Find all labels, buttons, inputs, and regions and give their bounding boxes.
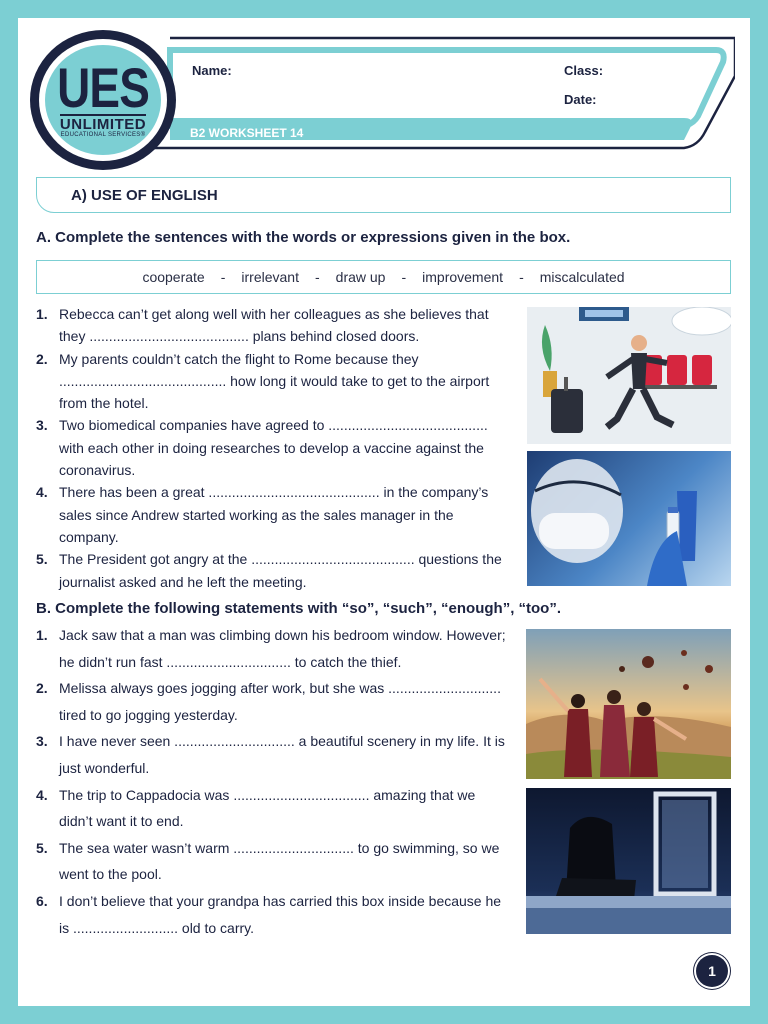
word-separator: - [314,269,320,285]
question-number: 6. [36,892,48,909]
question-text: My parents couldn’t catch the flight to Rome because they ........................................... how long it would take to get to the airport from the hotel. [59,350,490,412]
class-label: Class: [564,63,604,78]
date-label: Date: [564,92,597,107]
question-number: 1. [36,306,48,322]
photo-thief-window [526,788,731,934]
question-number: 3. [36,417,48,434]
question-number: 1. [36,627,48,643]
word-separator: - [220,269,226,285]
part-a-instruction: A. Complete the sentences with the words or expressions given in the box. [36,229,571,246]
question-text: I have never seen ............................... a beautiful scenery in my life. It is just wonderful. [59,733,505,776]
question-text: I don’t believe that your grandpa has carried this box inside because he is ........................... old to carry. [59,892,502,936]
question-item [36,481,512,548]
worksheet-title: B2 WORKSHEET 14 [190,126,304,140]
logo-subtitle: UNLIMITED [59,116,147,133]
word-option: irrelevant [241,269,299,285]
ues-logo [30,30,176,170]
word-option: draw up [335,269,386,285]
word-box [36,260,731,294]
question-text: Two biomedical companies have agreed to ......................................... with each other in doing researches to develop a vaccine against the coronavirus. [59,417,488,479]
question-number: 4. [36,484,48,501]
photo-cappadocia [526,629,731,779]
question-number: 5. [36,551,48,568]
question-number: 3. [36,733,48,750]
question-item [36,414,512,481]
question-text: The President got angry at the .......................................... questions the journalist asked and he left the meeting. [59,551,502,590]
word-option: improvement [422,269,504,285]
question-text: The sea water wasn’t warm ............................... to go swimming, so we went to the pool. [59,839,500,883]
question-number: 2. [36,350,48,367]
logo-text: UES [57,56,149,119]
question-text: Rebecca can’t get along well with her colleagues as she believes that they ......................................... plans behind closed doors. [59,306,489,345]
question-item [36,548,512,593]
question-text: There has been a great ............................................ in the company’s sales since Andrew started working as the sales manager in the company. [59,484,489,545]
question-item [36,728,512,781]
page-number: 1 [696,955,728,987]
question-item [36,348,512,415]
part-b-instruction: B. Complete the following statements with “so”, “such”, “enough”, “too”. [36,600,562,617]
name-label: Name: [192,63,232,78]
part-b-questions [36,622,512,941]
illustration-vaccine [527,451,731,586]
question-number: 4. [36,786,48,803]
question-text: Jack saw that a man was climbing down his bedroom window. However; he didn’t run fast ................................ to catch the thief. [59,627,506,670]
word-separator: - [519,269,524,285]
question-item [36,835,512,888]
word-option: miscalculated [539,269,625,285]
logo-tagline: EDUCATIONAL SERVICES® [60,132,146,138]
word-separator: - [401,269,407,285]
part-a-questions [36,303,512,593]
section-title: A) USE OF ENGLISH [71,187,218,204]
question-text: Melissa always goes jogging after work, but she was ............................. tired to go jogging yesterday. [59,680,501,723]
question-item [36,888,512,941]
question-item [36,622,512,675]
question-number: 5. [36,839,48,856]
question-item [36,675,512,728]
section-header [36,177,731,213]
question-text: The trip to Cappadocia was ................................... amazing that we didn’t want it to end. [59,786,476,830]
word-option: cooperate [142,269,205,285]
question-number: 2. [36,680,48,697]
illustration-late-traveler [527,307,731,444]
question-item [36,782,512,835]
question-item [36,303,512,348]
